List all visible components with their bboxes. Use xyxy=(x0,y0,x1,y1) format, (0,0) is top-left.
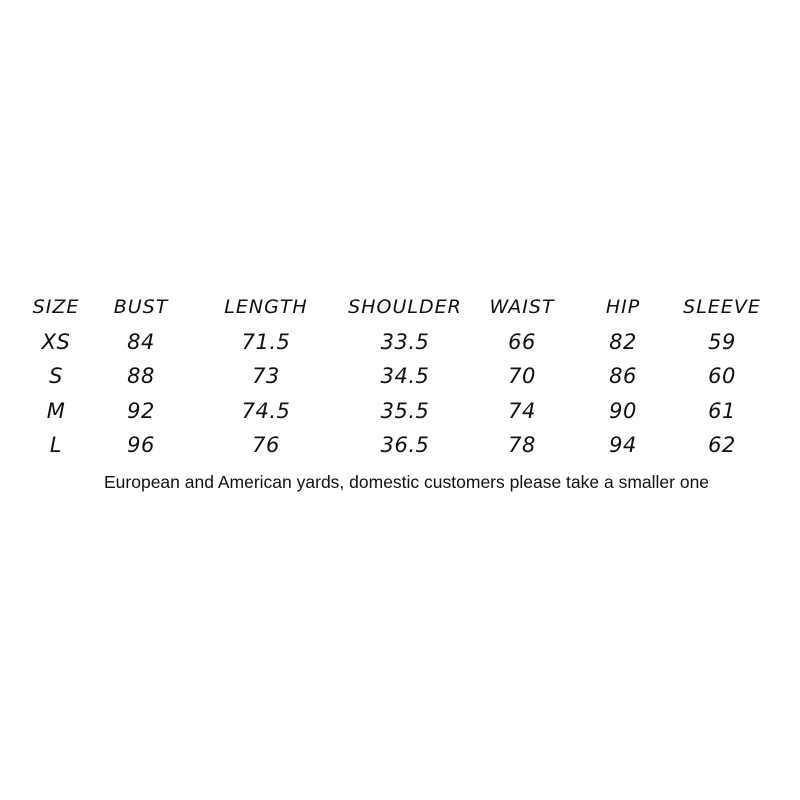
bust-cell: 92 xyxy=(127,398,155,423)
sleeve-cell: 61 xyxy=(708,398,736,423)
bust-cell: 84 xyxy=(127,329,155,354)
header-bust: BUST xyxy=(113,296,169,318)
sleeve-cell: 59 xyxy=(708,329,736,354)
waist-cell: 74 xyxy=(508,398,536,423)
size-chart-table xyxy=(0,292,800,465)
length-cell: 74.5 xyxy=(241,398,291,423)
hip-cell: 82 xyxy=(609,329,637,354)
header-hip: HIP xyxy=(605,296,641,318)
waist-cell: 70 xyxy=(508,364,536,388)
size-cell: S xyxy=(49,364,63,388)
header-length: LENGTH xyxy=(224,296,308,318)
shoulder-cell: 33.5 xyxy=(380,329,430,354)
size-cell: XS xyxy=(41,329,71,354)
table-row xyxy=(0,430,800,465)
table-header-row xyxy=(0,292,800,327)
length-cell: 71.5 xyxy=(241,329,291,354)
sleeve-cell: 60 xyxy=(708,364,736,388)
shoulder-cell: 36.5 xyxy=(380,433,430,457)
header-size: SIZE xyxy=(32,296,80,318)
sleeve-cell: 62 xyxy=(708,433,736,457)
hip-cell: 90 xyxy=(609,398,637,423)
sizing-note: European and American yards, domestic customers please take a smaller one xyxy=(104,472,710,492)
length-cell: 76 xyxy=(252,433,280,457)
size-cell: M xyxy=(46,398,66,423)
header-sleeve: SLEEVE xyxy=(683,296,761,318)
table-row xyxy=(0,327,800,362)
bust-cell: 96 xyxy=(127,433,155,457)
shoulder-cell: 35.5 xyxy=(380,398,430,423)
shoulder-cell: 34.5 xyxy=(380,364,430,388)
size-cell: L xyxy=(49,433,63,457)
header-shoulder: SHOULDER xyxy=(348,296,462,318)
waist-cell: 66 xyxy=(508,329,536,354)
hip-cell: 94 xyxy=(609,433,637,457)
table-row xyxy=(0,396,800,431)
bust-cell: 88 xyxy=(127,364,155,388)
hip-cell: 86 xyxy=(609,364,637,388)
header-waist: WAIST xyxy=(489,296,555,318)
waist-cell: 78 xyxy=(508,433,536,457)
table-row xyxy=(0,361,800,396)
length-cell: 73 xyxy=(252,364,280,388)
